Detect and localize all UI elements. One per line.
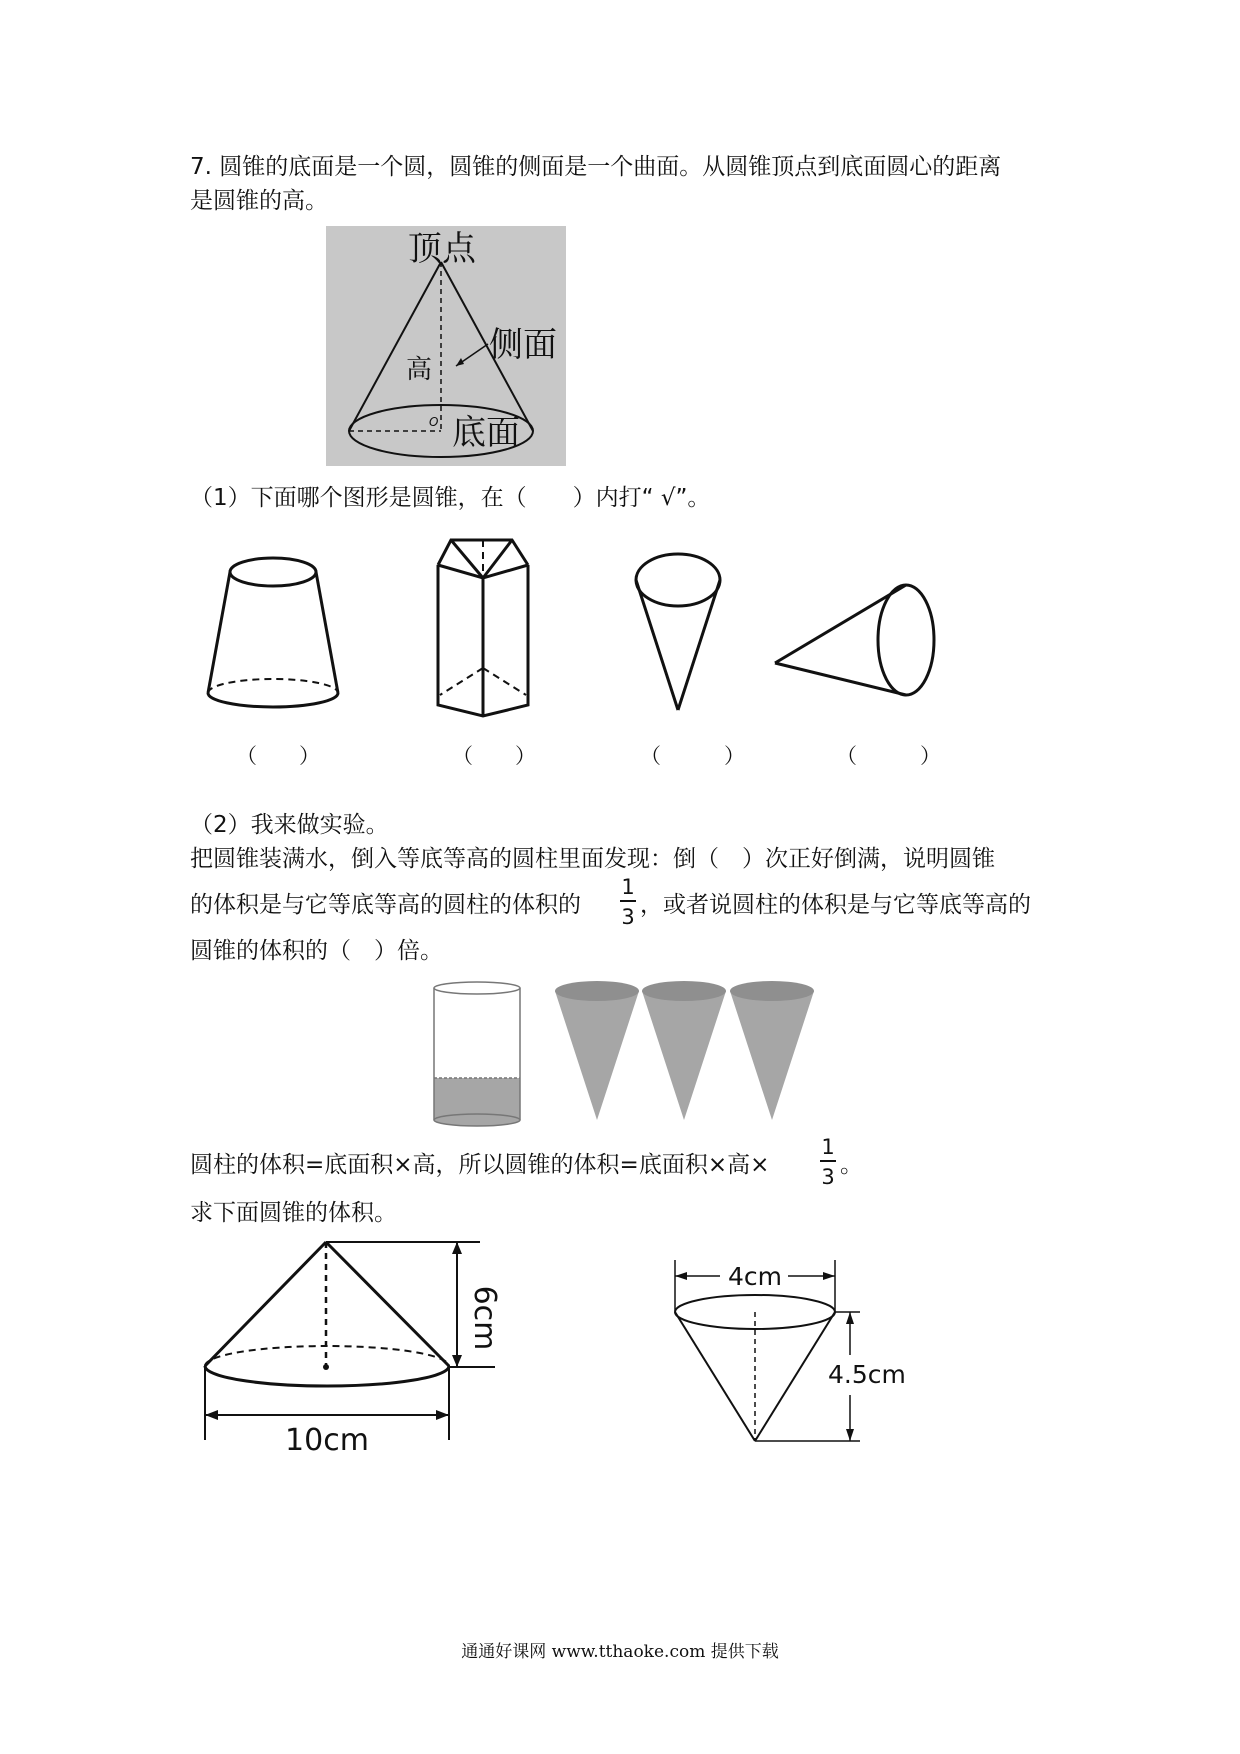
experiment-illustration [430,978,830,1128]
gray-cone-3 [730,981,814,1120]
answer-blank-2[interactable]: （ ） [452,744,536,768]
vertex-label: 顶点 [408,229,476,269]
section7-line2: 是圆锥的高。 [190,188,328,214]
prism-pyramid-shape [438,540,528,716]
base-label: 底面 [452,413,520,453]
gray-cone-1 [555,981,639,1120]
cylinder-container [434,982,520,1126]
section7-line1: 7. 圆锥的底面是一个圆，圆锥的侧面是一个曲面。从圆锥顶点到底面圆心的距离 [190,154,1002,180]
cone2-height-label: 4.5cm [828,1360,906,1389]
cone2-figure [660,1255,920,1455]
formula-text-a: 圆柱的体积=底面积×高，所以圆锥的体积=底面积×高× [190,1152,770,1178]
cone2-diameter-label: 4cm [727,1262,783,1291]
formula-fraction-denominator: 3 [821,1165,835,1189]
answer-blank-4[interactable]: （ ） [836,744,941,768]
footer-credit: 通通好课网 www.tthaoke.com 提供下载 [461,1642,779,1662]
cone1-figure [190,1230,530,1460]
q1-text: （1）下面哪个图形是圆锥，在（ ）内打“ √”。 [190,485,711,511]
formula-fraction-numerator: 1 [821,1135,835,1159]
q1-shapes [190,520,990,730]
inverted-cone-shape [636,554,720,710]
q2-line2-b: ，或者说圆柱的体积是与它等底等高的 [640,892,1031,918]
answer-blank-3[interactable]: （ ） [640,744,745,768]
formula-text-b: 。 [840,1152,863,1178]
q2-fraction-denominator: 3 [621,905,635,929]
exercise-title: 求下面圆锥的体积。 [190,1200,397,1226]
q2-line2-a: 的体积是与它等底等高的圆柱的体积的 [190,892,581,918]
cone1-height-label: 6cm [467,1285,502,1351]
center-label: O [429,415,439,429]
side-label: 侧面 [489,325,557,365]
gray-cone-2 [642,981,726,1120]
formula-fraction-bar [820,1160,836,1162]
height-label: 高 [406,355,433,385]
labeled-cone-diagram [326,226,566,466]
q2-fraction-bar [620,900,636,902]
answer-blank-1[interactable]: （ ） [236,744,320,768]
sideways-cone-shape [775,585,934,695]
q2-line3: 圆锥的体积的（ ）倍。 [190,938,443,964]
frustum-shape [208,558,338,707]
q2-line1: 把圆锥装满水，倒入等底等高的圆柱里面发现：倒（ ）次正好倒满，说明圆锥 [190,846,995,872]
q2-title: （2）我来做实验。 [190,812,389,838]
q2-fraction-numerator: 1 [621,875,635,899]
cone1-diameter-label: 10cm [285,1423,369,1458]
